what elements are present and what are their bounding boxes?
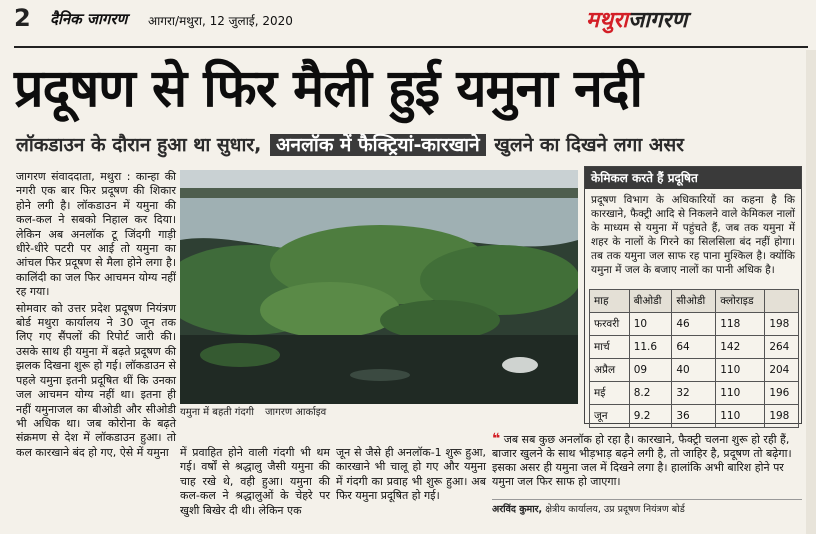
quote-byline [492,499,802,515]
page-number: 2 [14,4,31,32]
table-cell: 9.2 [629,405,672,428]
table-row [590,405,799,428]
table-cell: 204 [765,359,799,382]
photo-credit: जागरण आर्काइव [265,407,327,418]
chemical-pollution-box [584,166,802,424]
table-header-row [590,290,799,313]
local-edition-logo [586,4,687,34]
table-row [590,336,799,359]
table-cell: 11.6 [629,336,672,359]
article-column-2: में प्रवाहित होने वाली गंदगी भी थम गई। वर्षों से श्रद्धालु जैसी यमुना की चाह रखे थे, वही हुआ। यमुना की कल-कल ने श्रद्धालुओं के चेहरे पर खुशी बिखेर दी थी। लेकिन एक [180,446,330,517]
table-cell: 40 [672,359,716,382]
pollution-table [589,289,799,428]
box-body: प्रदूषण विभाग के अधिकारियों का कहना है कि कारखाने, फैक्ट्री आदि से निकलने वाले केमिकल नालों के माध्यम से यमुना में पहुंचते हैं, जब तक यमुना में शहर के नालों के गिरने का सिलसिला बंद नहीं होगा। तब तक यमुना जल साफ रह पाना मुश्किल है। क्योंकि यमुना में जल के बजाए नालों का पानी अधिक है। [591,194,795,276]
table-header-cell: बीओडी [629,290,672,313]
table-cell: अप्रैल [590,359,630,382]
table-cell: 10 [629,313,672,336]
table-cell: 118 [716,313,765,336]
quote-designation: क्षेत्रीय कार्यालय, उप्र प्रदूषण नियंत्रण बोर्ड [545,504,685,515]
table-cell: मई [590,382,630,405]
table-cell: 32 [672,382,716,405]
caption-text: यमुना में बहती गंदगी [180,407,254,418]
table-cell: 196 [765,382,799,405]
article-paragraph-2: सोमवार को उत्तर प्रदेश प्रदूषण नियंत्रण बोर्ड मथुरा कार्यालय ने 30 जून तक लिए गए सैंपलों की रिपोर्ट जारी की। उसके साथ ही यमुना में बढ़ते प्रदूषण की झलक दिखना शुरू हो गई। लॉकडाउन से पहले यमुना इतनी प्रदूषित थीं कि उनका जल आचमन योग्य नहीं था। इतना ही नहीं यमुनाजल का बीओडी और सीओडी भी अधिक था। जब कोरोना के बढ़ते संक्रमण से देश में लॉकडाउन हुआ। तो कल कारखाने बंद हो गए, ऐसे में यमुना [16,301,176,459]
article-paragraph-1: जागरण संवाददाता, मथुरा : कान्हा की नगरी एक बार फिर प्रदूषण की शिकार होने लगी है। लॉकडाउन में यमुना की कल-कल ने सबको निहाल कर दिया। लेकिन अब अनलॉक टू जिंदगी गाड़ी धीरे-धीरे पटरी पर आई तो यमुना का आंचल फिर प्रदूषण से मैला होने लगा है। कालिंदी का जल फिर आचमन योग्य नहीं रह गया। [16,170,176,299]
table-cell: 64 [672,336,716,359]
table-header-cell: सीओडी [672,290,716,313]
table-cell: 36 [672,405,716,428]
box-heading: केमिकल करते हैं प्रदूषित [585,167,801,189]
table-cell: 46 [672,313,716,336]
table-cell: 09 [629,359,672,382]
newspaper-name: दैनिक जागरण [50,10,128,28]
quote-author: अरविंद कुमार, [492,504,543,515]
page-header [0,0,816,44]
table-row [590,382,799,405]
official-quote [492,432,802,489]
article-column-1 [16,170,176,520]
quote-text: जब सब कुछ अनलॉक हो रहा है। कारखाने, फैक्ट्री चलना शुरू हो रही हैं, बाजार खुलने के साथ भीड़भाड़ बढ़ने लगी है, तो जाहिर है, प्रदूषण तो बढ़ेगा। इसका असर ही यमुना जल में दिखने लगा है। हालांकि अभी बारिश होने पर यमुना जल फिर साफ हो जाएगा। [492,433,792,488]
header-rule [14,46,808,48]
subheadline [16,130,684,160]
adjacent-page-edge [806,50,816,534]
table-header-cell [765,290,799,313]
table-cell: 110 [716,405,765,428]
table-cell: 110 [716,382,765,405]
table-cell: 110 [716,359,765,382]
local-edition-city: मथुरा [586,7,628,33]
table-cell: 198 [765,313,799,336]
table-cell: 8.2 [629,382,672,405]
quote-mark-icon: ❝ [492,431,501,447]
table-cell: जून [590,405,630,428]
table-cell: मार्च [590,336,630,359]
table-cell: फरवरी [590,313,630,336]
table-cell: 142 [716,336,765,359]
table-row [590,359,799,382]
table-cell: 264 [765,336,799,359]
subhead-part-1: लॉकडाउन के दौरान हुआ था सुधार, [16,134,262,156]
table-cell: 198 [765,405,799,428]
table-header-cell: माह [590,290,630,313]
article-column-3: जून से जैसे ही अनलॉक-1 शुरू हुआ, कारखाने भी चालू हो गए और यमुना में गंदगी का प्रवाह भी शुरू हुआ। अब फिर यमुना प्रदूषित हो गई। [336,446,486,503]
photo-caption [180,406,578,420]
table-header-cell: क्लोराइड [716,290,765,313]
local-edition-paper: जागरण [627,7,688,33]
subhead-highlight: अनलॉक में फैक्ट्रियां-कारखाने [270,134,486,156]
subhead-part-2: खुलने का दिखने लगा असर [494,134,684,156]
table-row [590,313,799,336]
dateline: आगरा/मथुरा, 12 जुलाई, 2020 [148,14,293,28]
headline: प्रदूषण से फिर मैली हुई यमुना नदी [14,59,642,119]
river-photo [180,170,578,404]
